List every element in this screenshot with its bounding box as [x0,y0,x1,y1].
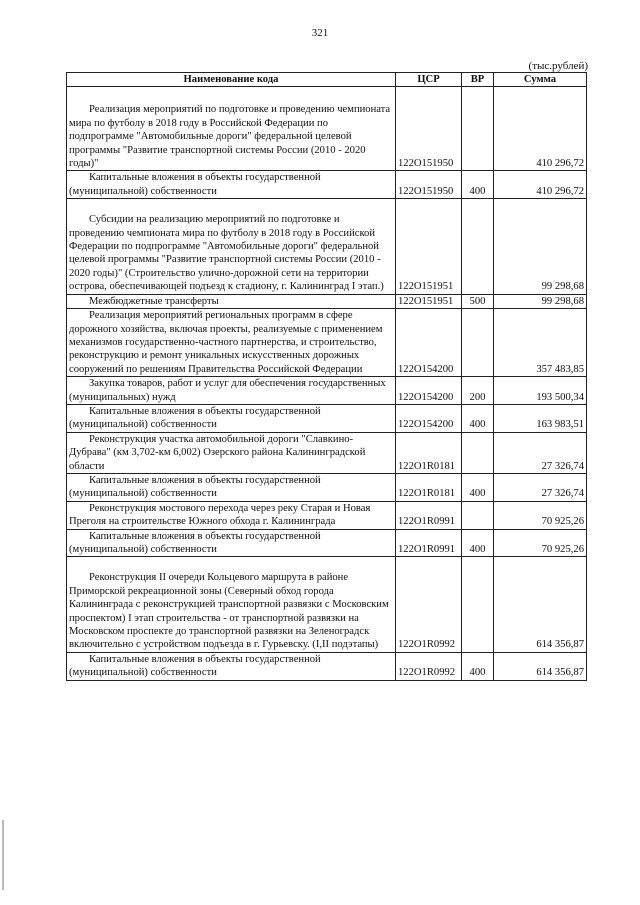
row-csr: 122О1R0991 [396,501,462,529]
table-row [67,199,587,294]
table-row [67,377,587,405]
row-vr [462,199,494,294]
column-header-vr: ВР [462,73,494,87]
row-vr [462,309,494,377]
row-name: Капитальные вложения в объекты государственной (муниципальной) собственности [69,653,321,679]
row-vr [462,557,494,652]
row-csr: 122О151951 [396,294,462,308]
row-vr: 500 [462,294,494,308]
row-vr: 400 [462,171,494,199]
row-sum: 614 356,87 [494,557,587,652]
row-csr: 122О1R0992 [396,557,462,652]
row-sum: 99 298,68 [494,199,587,294]
table-row [67,557,587,652]
row-name: Реконструкция II очереди Кольцевого маршрута в районе Приморской рекреационной зоны (Северный обход города Калининграда с реконструкцией транспортной развязки с Московским проспектом) I этап строительства - от транспортной развязки на Московском проспекте до транспортной развязки на Зеленоградск включительно с устройством подъезда в г. Гурьевску. (I,II подэтапы) [69,572,389,651]
row-csr: 122О151950 [396,87,462,171]
row-name-cell [67,529,396,557]
row-name-cell [67,652,396,680]
row-vr: 400 [462,529,494,557]
row-csr: 122О154200 [396,309,462,377]
row-sum: 27 326,74 [494,473,587,501]
row-csr: 122О154200 [396,377,462,405]
table-row [67,309,587,377]
units-label: (тыс.рублей) [528,60,588,72]
row-sum: 70 925,26 [494,501,587,529]
column-header-name: Наименование кода [67,73,396,87]
page-number: 321 [311,27,329,39]
row-name: Реализация мероприятий по подготовке и проведению чемпионата мира по футболу в 2018 году в Российской Федерации по подпрограмме "Автомобильные дороги" федеральной целевой программы "Развитие транспортной системы России (2010 - 2020 годы)" [69,104,391,170]
row-vr: 200 [462,377,494,405]
table-row [67,501,587,529]
table-row [67,652,587,680]
table-row [67,529,587,557]
row-sum: 70 925,26 [494,529,587,557]
row-name: Реконструкция мостового перехода через реку Старая и Новая Преголя на строительстве Южного обхода г. Калининграда [69,502,371,528]
row-sum: 410 296,72 [494,87,587,171]
row-name-cell [67,171,396,199]
row-name: Капитальные вложения в объекты государственной (муниципальной) собственности [69,474,321,500]
row-sum: 27 326,74 [494,432,587,473]
row-name-cell [67,404,396,432]
table-row [67,294,587,308]
row-vr: 400 [462,404,494,432]
row-name: Реализация мероприятий региональных программ в сфере дорожного хозяйства, включая проекты, реализуемые с применением механизмов государственно-частного партнерства, и строительство, реконструкцию и ремонт уникальных искусственных дорожных сооружений по решениям Правительства Российской Федерации [69,310,383,375]
budget-table [66,72,587,681]
row-vr [462,432,494,473]
row-name-cell [67,557,396,652]
table-row [67,404,587,432]
row-csr: 122О1R0181 [396,473,462,501]
row-name: Межбюджетные трансферты [89,295,219,307]
row-name: Капитальные вложения в объекты государственной (муниципальной) собственности [69,530,321,555]
column-header-csr: ЦСР [396,73,462,87]
table-row [67,87,587,171]
row-sum: 410 296,72 [494,171,587,199]
row-name: Капитальные вложения в объекты государственной (муниципальной) собственности [69,405,321,431]
row-vr [462,501,494,529]
row-name: Закупка товаров, работ и услуг для обеспечения государственных (муниципальных) нужд [69,378,386,403]
row-sum: 193 500,34 [494,377,587,405]
row-name-cell [67,432,396,473]
table-row [67,432,587,473]
row-csr: 122О1R0992 [396,652,462,680]
row-sum: 99 298,68 [494,294,587,308]
row-csr: 122О151951 [396,199,462,294]
row-vr: 400 [462,652,494,680]
column-header-sum: Сумма [494,73,587,87]
row-name-cell [67,501,396,529]
row-name-cell [67,309,396,377]
table-row [67,473,587,501]
row-csr: 122О1R0991 [396,529,462,557]
row-name-cell [67,377,396,405]
table-header-row [67,73,587,87]
row-name-cell [67,199,396,294]
row-csr: 122О1R0181 [396,432,462,473]
table-row [67,171,587,199]
row-csr: 122О154200 [396,404,462,432]
row-csr: 122О151950 [396,171,462,199]
row-name: Капитальные вложения в объекты государственной (муниципальной) собственности [69,172,321,197]
row-sum: 614 356,87 [494,652,587,680]
row-name-cell [67,294,396,308]
row-name-cell [67,473,396,501]
row-vr [462,87,494,171]
row-name: Реконструкция участка автомобильной дороги "Славкино-Дубрава" (км 3,702-км 6,002) Озерского района Калининградской области [69,433,366,472]
row-name-cell [67,87,396,171]
scan-edge-mark [2,820,4,890]
row-vr: 400 [462,473,494,501]
row-name: Субсидии на реализацию мероприятий по подготовке и проведению чемпионата мира по футболу в 2018 году в Российской Федерации по подпрограмме "Автомобильные дороги" федеральной целевой программы "Развитие транспортной системы России (2010 - 2020 годы)" (Строительство улично-дорожной сети на территории острова, обеспечивающей подъезд к стадиону, г. Калининград I этап.) [69,214,384,293]
row-sum: 357 483,85 [494,309,587,377]
row-sum: 163 983,51 [494,404,587,432]
